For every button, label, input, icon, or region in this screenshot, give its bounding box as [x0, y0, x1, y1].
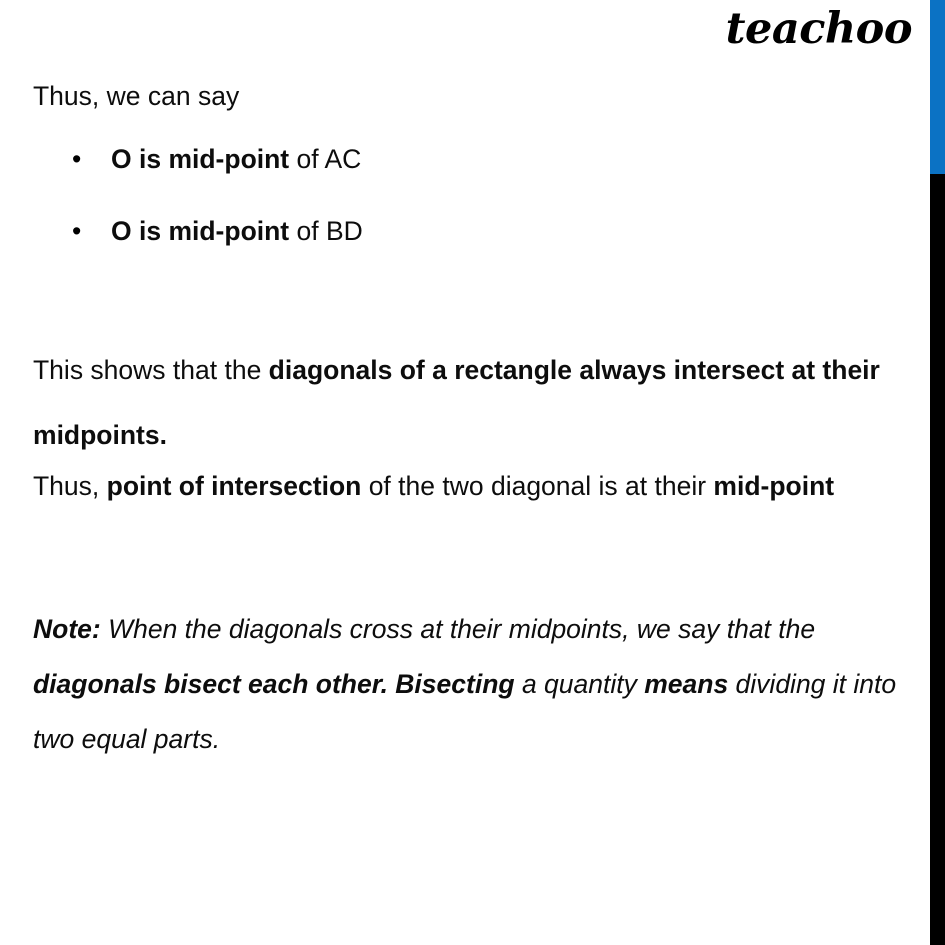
note-bold-means: means — [644, 669, 729, 700]
note-segment-3: . — [380, 669, 396, 700]
conclusion-plain-text: This shows that the — [33, 355, 269, 385]
right-edge-strip — [930, 0, 945, 945]
intersection-plain-start: Thus, — [33, 471, 107, 501]
conclusion-paragraph — [33, 338, 918, 468]
note-segment-5: a quantity — [514, 669, 645, 700]
teachoo-logo: teachoo — [725, 4, 912, 54]
note-segment-1: When the diagonals cross at their midpoints, we say that the — [100, 614, 816, 644]
note-paragraph — [33, 602, 913, 767]
note-bold-bisect-each-other: diagonals bisect each other — [33, 669, 381, 700]
bullet-point-icon: • — [72, 144, 82, 174]
intersection-paragraph — [33, 470, 923, 502]
intersection-plain-mid: of the two diagonal is at their — [361, 471, 714, 501]
bullet-plain-text: of AC — [289, 144, 362, 174]
conclusion-bold-text: diagonals of a rectangle always intersect at their midpoints. — [33, 355, 880, 450]
bullet-bold-text: O is mid-point — [111, 144, 290, 174]
midpoint-bullet-list — [33, 143, 363, 288]
intersection-bold-two: mid-point — [713, 471, 835, 501]
bullet-plain-text: of BD — [289, 216, 363, 247]
note-bold-bisecting: Bisecting — [395, 669, 515, 700]
bullet-bold-text: O is mid-point — [111, 216, 290, 247]
edge-strip-blue-segment — [930, 0, 945, 174]
intersection-bold-one: point of intersection — [106, 471, 362, 501]
bullet-point-icon: • — [72, 216, 82, 247]
note-label: Note: — [33, 614, 101, 644]
list-item — [33, 143, 363, 175]
note-segment-7: dividing it into two equal parts. — [33, 669, 897, 755]
edge-strip-black-segment — [930, 174, 945, 945]
list-item — [33, 215, 363, 247]
intro-line: Thus, we can say — [33, 81, 240, 111]
